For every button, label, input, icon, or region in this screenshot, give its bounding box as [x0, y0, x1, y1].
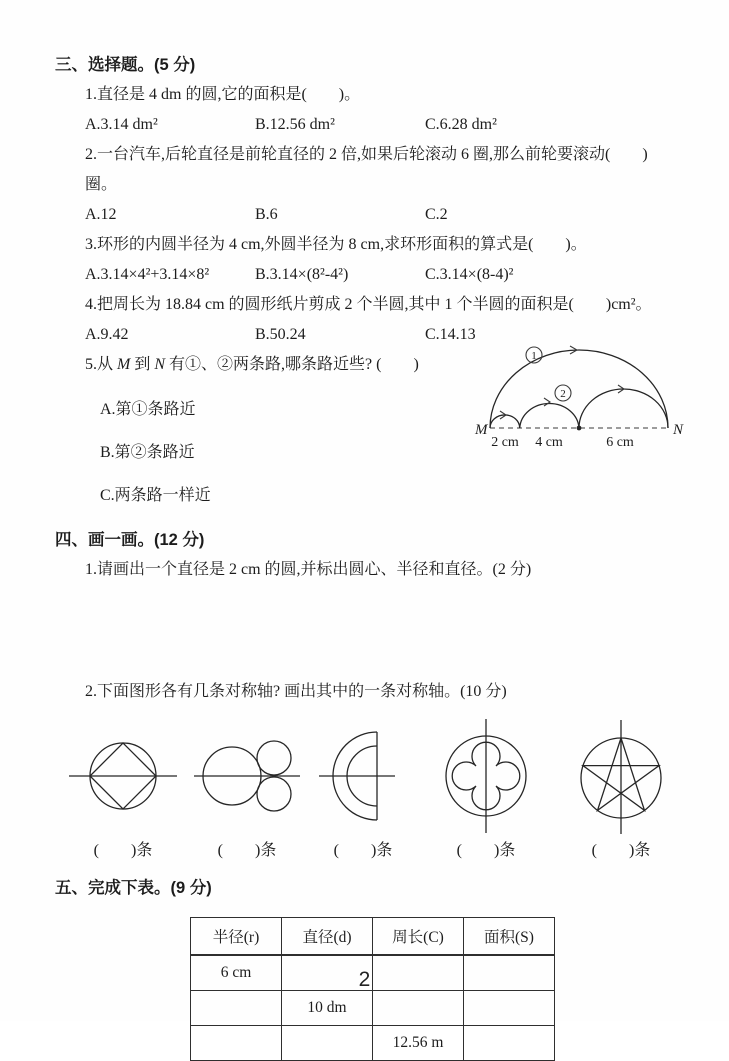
header-circumference: 周长(C)	[373, 918, 464, 956]
figure4-answer-blank: ( )条	[456, 842, 516, 859]
q4-text: 4.把周长为 18.84 cm 的圆形纸片剪成 2 个半圆,其中 1 个半圆的面积是( )cm²。	[85, 296, 652, 313]
q5-block	[55, 350, 699, 509]
section5-title: 五、完成下表。(9 分)	[55, 879, 212, 897]
page-content	[55, 50, 699, 1061]
cell-radius-3	[191, 1026, 282, 1061]
figure-block-1	[67, 717, 179, 863]
concentric-semicircles-figure	[315, 717, 411, 835]
route2-number: 2	[560, 388, 566, 400]
q5-option-c: C.两条路一样近	[100, 487, 211, 504]
diagram-m-label: M	[475, 422, 488, 438]
route-diagram	[472, 342, 697, 464]
q2-option-c: C.2	[425, 206, 448, 223]
page-number: 2	[358, 968, 371, 991]
q5-option-b: B.第②条路近	[100, 444, 195, 461]
circle-inscribed-square-figure	[67, 717, 179, 835]
cell-area-3	[464, 1026, 555, 1061]
diagram-n-label: N	[673, 422, 684, 438]
cell-radius-1: 6 cm	[191, 955, 282, 991]
q1-options	[85, 110, 699, 140]
q3-options	[85, 260, 699, 290]
junction-dot	[577, 426, 582, 431]
circle-pentagram-figure	[561, 717, 681, 835]
symmetry-figures-row	[67, 717, 681, 863]
figure1-answer-blank: ( )条	[93, 842, 153, 859]
route2-semicircle-6cm	[579, 389, 668, 428]
figure2-answer-blank: ( )条	[217, 842, 277, 859]
q3-option-a: A.3.14×4²+3.14×8²	[85, 266, 210, 283]
cell-diameter-2: 10 dm	[282, 991, 373, 1026]
q5-text: 5.从 M 到 N 有①、②两条路,哪条路近些? ( )	[85, 356, 419, 373]
route1-number: 1	[531, 350, 537, 362]
q2-text: 2.一台汽车,后轮直径是前轮直径的 2 倍,如果后轮滚动 6 圈,那么前轮要滚动( )	[85, 146, 648, 163]
table-row	[191, 1026, 555, 1061]
route2-semicircle-4cm	[520, 404, 579, 428]
circle-two-small-circles-figure	[194, 717, 300, 835]
q4-option-a: A.9.42	[85, 326, 129, 343]
q3-text: 3.环形的内圆半径为 4 cm,外圆半径为 8 cm,求环形面积的算式是( )。	[85, 236, 587, 253]
table-row	[191, 991, 555, 1026]
figure-block-4	[426, 717, 546, 863]
point-m-label: M	[117, 356, 131, 373]
segment-4cm-label: 4 cm	[535, 435, 563, 450]
section4-q2-text: 2.下面图形各有几条对称轴? 画出其中的一条对称轴。(10 分)	[85, 683, 507, 700]
header-radius: 半径(r)	[191, 918, 282, 956]
q1-text: 1.直径是 4 dm 的圆,它的面积是( )。	[85, 86, 361, 103]
cell-circumference-2	[373, 991, 464, 1026]
q2-option-b: B.6	[255, 206, 278, 223]
cell-area-2	[464, 991, 555, 1026]
section3-title: 三、选择题。(5 分)	[55, 56, 196, 74]
cell-radius-2	[191, 991, 282, 1026]
q2-option-a: A.12	[85, 206, 117, 223]
header-area: 面积(S)	[464, 918, 555, 956]
figure-block-3	[315, 717, 411, 863]
segment-2cm-label: 2 cm	[491, 435, 519, 450]
segment-6cm-label: 6 cm	[606, 435, 634, 450]
figure-block-5	[561, 717, 681, 863]
point-n-label: N	[154, 356, 166, 373]
q3-option-c: C.3.14×(8-4)²	[425, 266, 514, 283]
header-diameter: 直径(d)	[282, 918, 373, 956]
q1-option-a: A.3.14 dm²	[85, 116, 158, 133]
route1-big-semicircle	[490, 350, 668, 428]
figure-block-2	[194, 717, 300, 863]
cell-diameter-3	[282, 1026, 373, 1061]
table-header-row	[191, 918, 555, 956]
q1-option-c: C.6.28 dm²	[425, 116, 497, 133]
route2-semicircle-2cm	[490, 415, 520, 428]
q1-option-b: B.12.56 dm²	[255, 116, 335, 133]
arrow-4cm	[544, 398, 550, 406]
q5-option-a: A.第①条路近	[100, 401, 196, 418]
q4-option-b: B.50.24	[255, 326, 306, 343]
q2-options	[85, 200, 699, 230]
circle-quatrefoil-figure	[426, 717, 546, 835]
cell-circumference-3: 12.56 m	[373, 1026, 464, 1061]
figure5-answer-blank: ( )条	[591, 842, 651, 859]
q3-option-b: B.3.14×(8²-4²)	[255, 266, 349, 283]
section4-title: 四、画一画。(12 分)	[55, 531, 205, 549]
section4-q1-text: 1.请画出一个直径是 2 cm 的圆,并标出圆心、半径和直径。(2 分)	[85, 561, 532, 578]
figure3-answer-blank: ( )条	[333, 842, 393, 859]
drawing-blank-space	[55, 585, 699, 677]
q2-text-continued: 圈。	[85, 176, 118, 193]
q4-option-c: C.14.13	[425, 326, 476, 343]
